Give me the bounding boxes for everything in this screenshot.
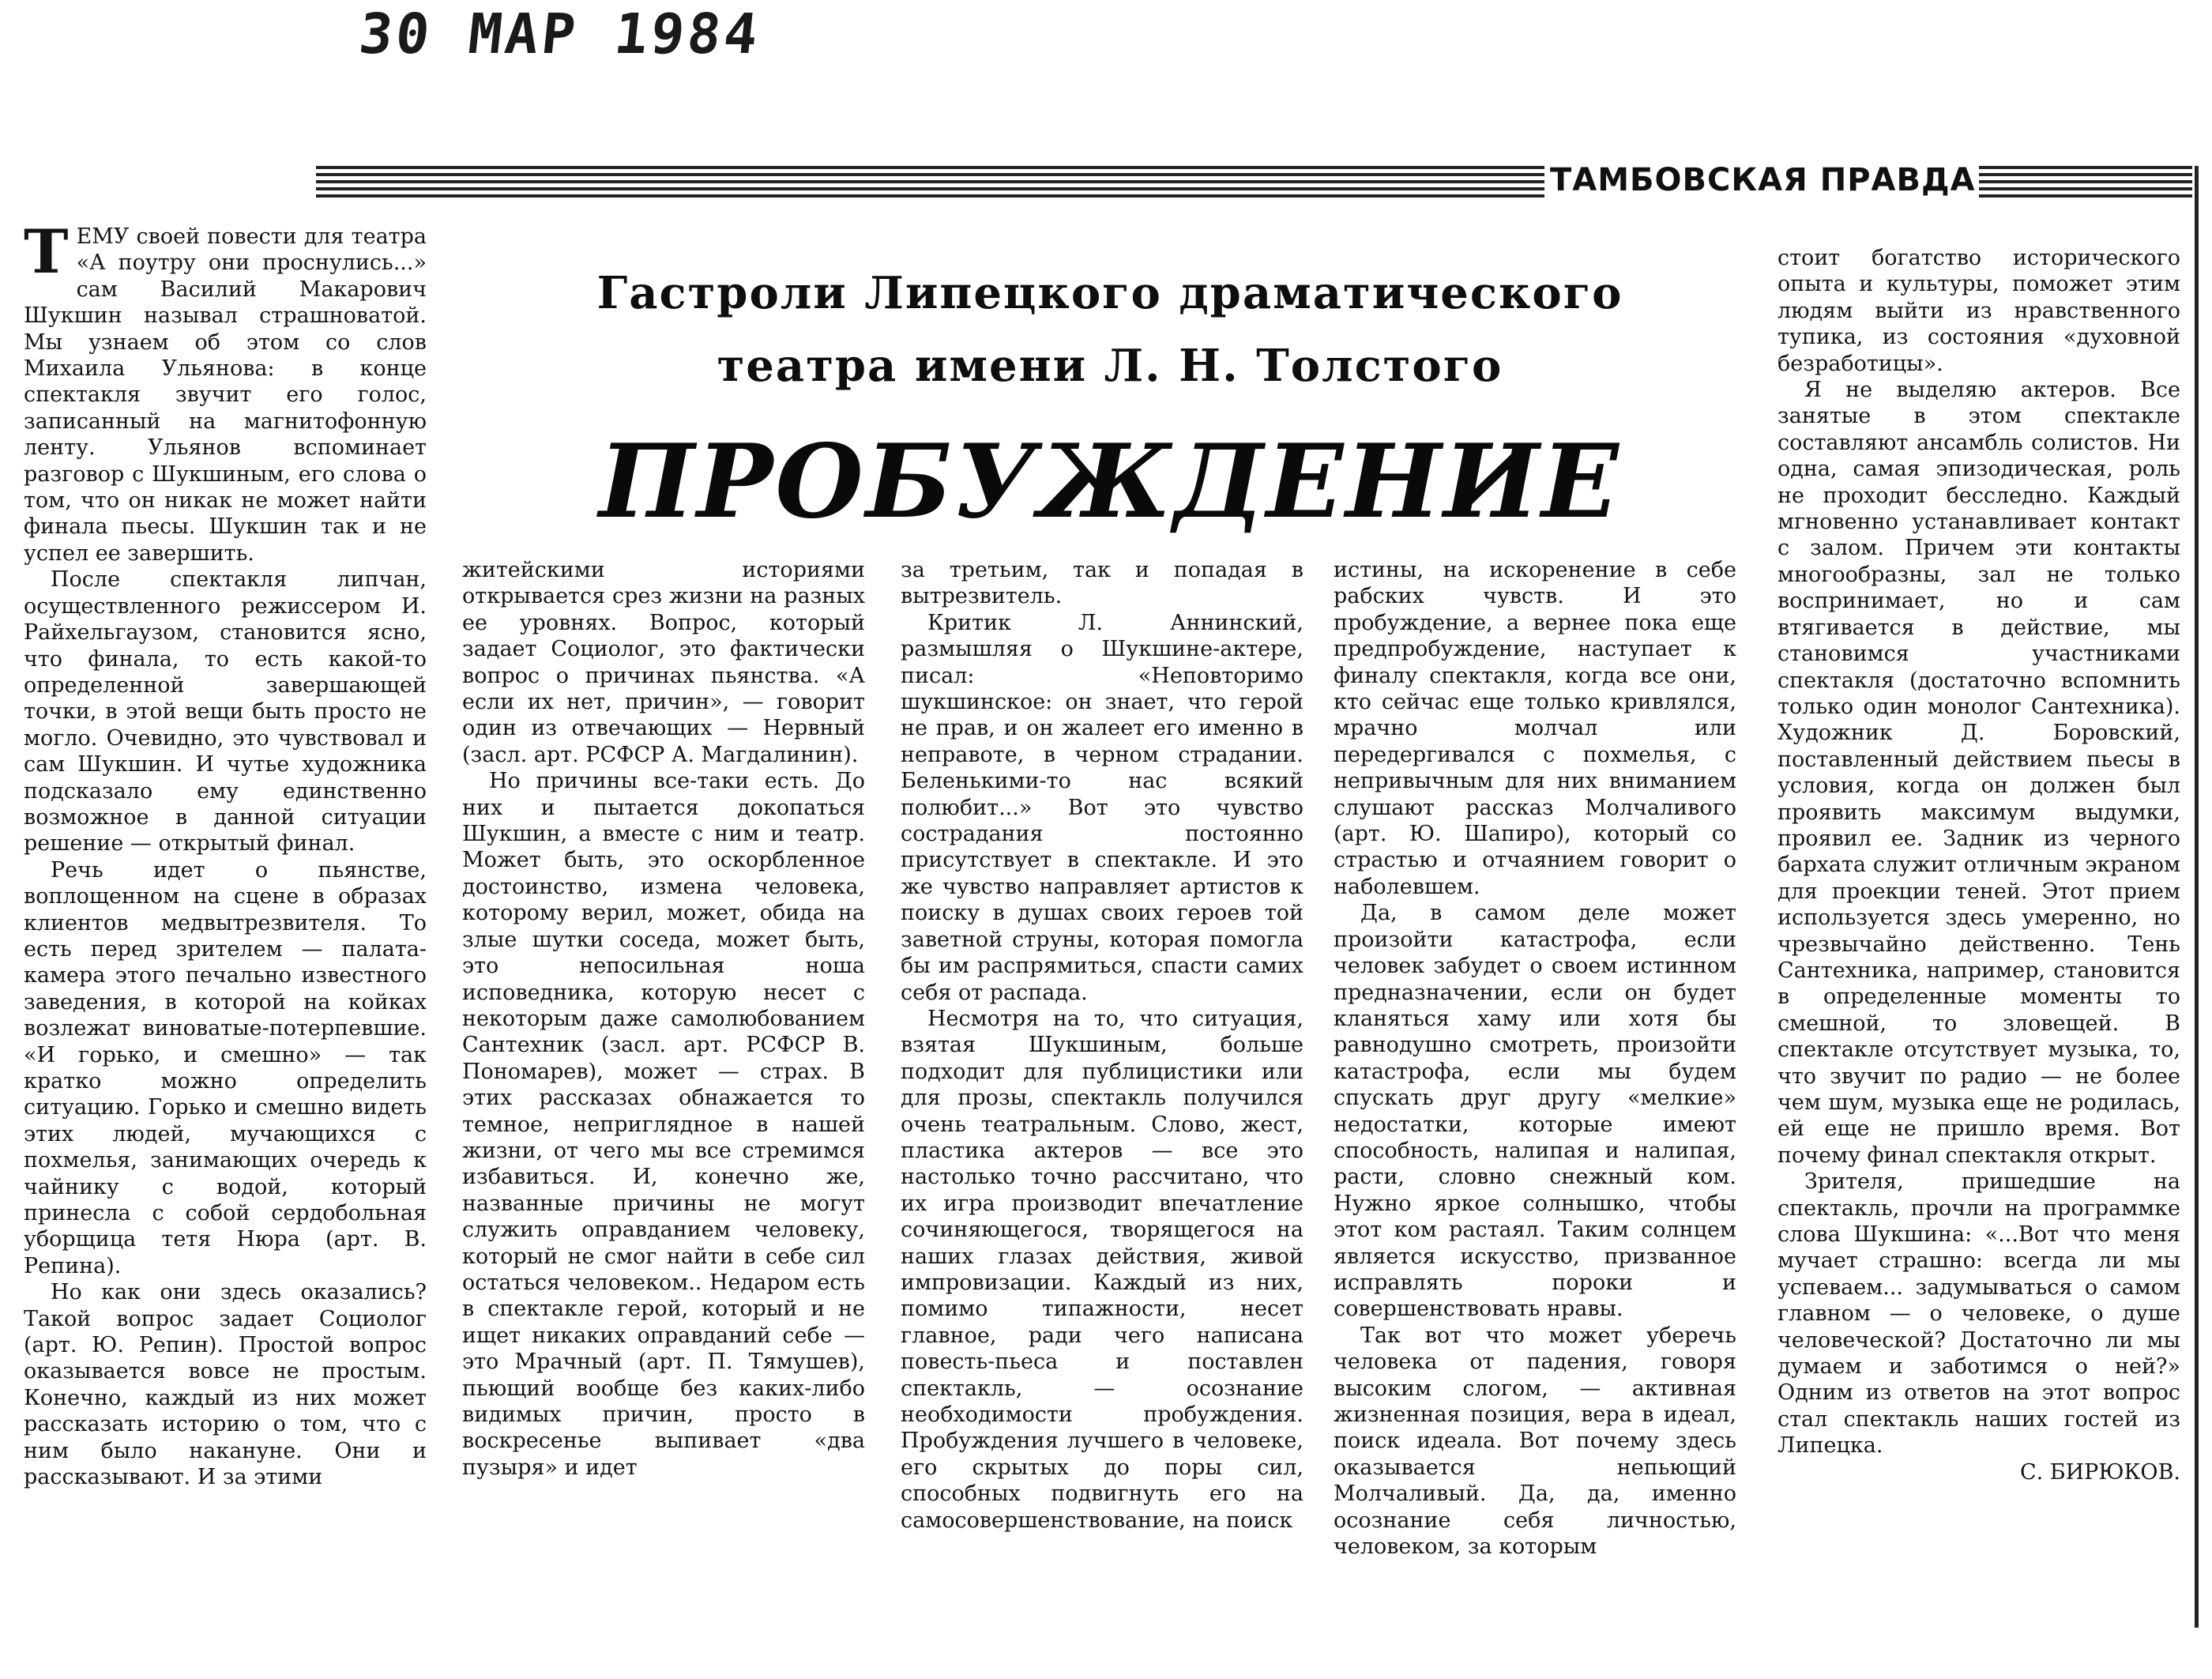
paragraph: Так вот что может уберечь человека от падения, говоря высоким слогом, — активная жизненная позиция, вера в идеал, поиск идеала. Вот почему здесь оказывается непьющий Молчаливый. Да, да, именно осознание себя личностью, человеком, за которым (1334, 1323, 1736, 1560)
author-signature: С. БИРЮКОВ. (2019, 1459, 2180, 1485)
paragraph: истины, на искоренение в себе рабских чувств. И это пробуждение, а вернее пока еще предпробуждение, наступает к финалу спектакля, когда все они, кто сейчас еще только кривлялся, мрачно молчал или передергивался с похмелья, с непривычным для них вниманием слушают рассказ Молчаливого (арт. Ю. Шапиро), который со страстью и отчаянием говорит о наболевшем. (1334, 558, 1736, 899)
paragraph: житейскими историями открывается срез жизни на разных ее уровнях. Вопрос, который задает Социолог, это фактически вопрос о причинах пьянства. «А если их нет, причин», — говорит один из отвечающих — Нервный (засл. арт. РСФСР А. Магдалинин). (462, 558, 865, 767)
column-rule (2195, 166, 2199, 1628)
dropcap: Т (24, 216, 69, 287)
paragraph: Но причины все-таки есть. До них и пытается докопаться Шукшин, а вместе с ним и театр. Может быть, это оскорбленное достоинство, измена человека, которому верил, может, обида на злые шутки соседа, может быть, это непосильная ноша исповедника, которую несет с некоторым даже самолюбованием Сантехник (засл. арт. РСФСР В. Пономарев), может — страх. В этих рассказах обнажается то темное, неприглядное в нашей жизни, от чего мы все стремимся избавиться. И, конечно же, названные причины не могут служить оправданием человеку, который не смог найти в себе сил остаться человеком.. Недаром есть в спектакле герой, который и не ищет никаких оправданий себе — это Мрачный (арт. П. Тямушев), пьющий вообще без каких-либо видимых причин, просто в воскресенье выпивает «два пузыря» и идет (462, 769, 865, 1480)
paragraph: Критик Л. Аннинский, размышляя о Шукшине-актере, писал: «Неповторимо шукшинское: он знает, что герой не прав, и он жалеет его именно в неправоте, в черном страдании. Беленькими-то нас всякий полюбит...» Вот это чувство сострадания постоянно присутствует в спектакле. И это же чувство направляет артистов к поиску в душах своих героев той заветной струны, которая помогла бы им распрямиться, спасти самих себя от распада. (901, 610, 1304, 1005)
kicker-line-1: Гастроли Липецкого драматического (596, 267, 1623, 319)
paragraph: Речь идет о пьянстве, воплощенном на сцене в образах клиентов медвытрезвителя. То есть перед зрителем — палата-камера этого печально известного заведения, в которой на койках возлежат виноватые-потерпевшие. «И горько, и смешно» — так кратко можно определить ситуацию. Горько и смешно видеть этих людей, мучающихся с похмелья, занимающих очередь к чайнику с водой, который принесла с собой сердобольная уборщица тетя Нюра (арт. В. Репина). (24, 857, 427, 1278)
kicker-line-2: театра имени Л. Н. Толстого (717, 340, 1503, 392)
paragraph: Но как они здесь оказались? Такой вопрос задает Социолог (арт. Ю. Репин). Простой вопрос оказывается вовсе не простым. Конечно, каждый из них может рассказать историю о том, что с ним было накануне. Они и рассказывают. И за этими (24, 1280, 427, 1490)
paragraph: за третьим, так и попадая в вытрезвитель. (901, 558, 1304, 609)
article-headline: ПРОБУЖДЕНИЕ (599, 423, 1621, 541)
article-column-4 (1334, 557, 1736, 1560)
paragraph: Да, в самом деле может произойти катастрофа, если человек забудет о своем истинном предназначении, если он будет кланяться хаму или хотя бы равнодушно смотреть, произойти катастрофа, если мы будем спускать друг другу «мелкие» недостатки, которые имеют способность, налипая и налипая, расти, словно снежный ком. Нужно яркое солнышко, чтобы этот ком растаял. Таким солнцем является искусство, призванное исправлять пороки и совершенствовать нравы. (1334, 901, 1736, 1322)
article-column-2 (462, 557, 865, 1481)
paragraph: Несмотря на то, что ситуация, взятая Шукшиным, больше подходит для публицистики или для прозы, спектакль получился очень театральным. Слово, жест, пластика актеров — все это настолько точно рассчитано, что их игра производит впечатление сочиняющегося, творящегося на наших глазах действия, живой импровизации. Каждый из них, помимо типажности, несет главное, ради чего написана повесть-пьеса и поставлен спектакль, — осознание необходимости пробуждения. Пробуждения лучшего в человеке, его скрытых до поры сил, способных подвигнуть его на самосовершенствование, на поиск (901, 1006, 1304, 1533)
paragraph: ЕМУ своей повести для театра «А поутру они проснулись...» сам Василий Макарович Шукшин называл страшноватой. Мы узнаем об этом со слов Михаила Ульянова: в конце спектакля звучит его голос, записанный на магнитофонную ленту. Ульянов вспоминает разговор с Шукшиным, его слова о том, что он никак не может найти финала пьесы. Шукшин так и не успел ее завершить. (24, 224, 427, 566)
newspaper-masthead: ТАМБОВСКАЯ ПРАВДА (1550, 162, 1976, 198)
masthead-rule-left (316, 166, 1544, 201)
paragraph: Я не выделяю актеров. Все занятые в этом спектакле составляют ансамбль солистов. Ни одна, самая эпизодическая, роль не проходит бесследно. Каждый мгновенно устанавливает контакт с залом. Причем эти контакты многообразны, зал не только воспринимает, но и сам втягивается в действие, мы становимся участниками спектакля (достаточно вспомнить только один монолог Сантехника). Художник Д. Боровский, поставленный действием пьесы в условия, когда он должен был проявить максимум выдумки, проявил ее. Задник из черного бархата служит отличным экраном для проекции теней. Этот прием используется здесь умеренно, но чрезвычайно действенно. Тень Сантехника, например, становится в определенные моменты то смешной, то зловещей. В спектакле отсутствует музыка, то, что звучит по радио — не более чем шум, музыка еще не родилась, ей еще не пришло время. Вот почему финал спектакля открыт. (1778, 378, 2180, 1168)
paragraph: стоит богатство исторического опыта и культуры, поможет этим людям выйти из нравственного тупика, из состояния «духовной безработицы». (1778, 246, 2180, 376)
headline-kicker (474, 257, 1746, 402)
paragraph: После спектакля липчан, осуществленного режиссером И. Райхельгаузом, становится ясно, что финала, то есть какой-то определенной завершающей точки, в этой вещи быть просто не могло. Очевидно, это чувствовал и сам Шукшин. И чутье художника подсказало ему единственно возможное в данной ситуации решение — открытый финал. (24, 567, 427, 856)
article-column-5 (1778, 245, 2180, 1485)
article-column-1 (24, 216, 427, 1491)
masthead-rule-right (1979, 166, 2192, 201)
article-column-3 (901, 557, 1304, 1534)
date-stamp: 30 МАР 1984 (356, 2, 764, 66)
paragraph: Зрителя, пришедшие на спектакль, прочли на программке слова Шукшина: «...Вот что меня мучает страшно: всегда ли мы успеваем... задумываться о самом главном — о человеке, о душе человеческой? Достаточно ли мы думаем и заботимся о ней?» Одним из ответов на этот вопрос стал спектакль наших гостей из Липецка. (1778, 1169, 2180, 1459)
